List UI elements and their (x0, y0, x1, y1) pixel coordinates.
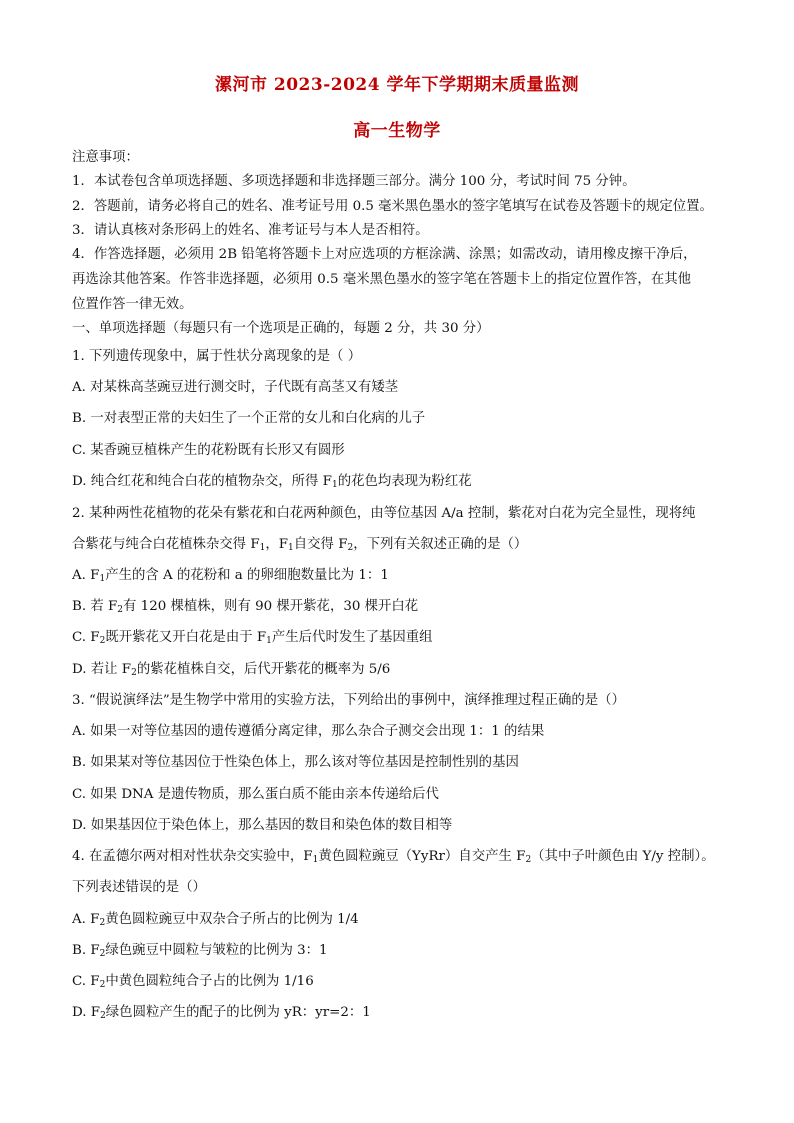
question-4-option-b: B. $F_2$绿色豌豆中圆粒与皱粒的比例为 3：1 (72, 943, 328, 959)
notice-item-2: 2．答题前，请务必将自己的姓名、准考证号用 0.5 毫米黑色墨水的签字笔填写在试卷及答题卡的规定位置。 (72, 199, 713, 214)
question-1-option-d: D. 纯合红花和纯合白花的植物杂交，所得 $F_1$的花色均表现为粉红花 (72, 474, 472, 490)
notice-item-4-line-2: 再选涂其他答案。作答非选择题，必须用 0.5 毫米黑色墨水的签字笔在答题卡上的指定位置作答，在其他 (72, 272, 691, 287)
question-2-option-a: A. $F_1$产生的含 A 的花粉和 a 的卵细胞数量比为 1：1 (72, 568, 389, 584)
notice-item-4-line-3: 位置作答一律无效。 (72, 297, 193, 312)
question-4-option-a: A. $F_2$黄色圆粒豌豆中双杂合子所占的比例为 1/4 (72, 912, 359, 928)
notice-item-1: 1．本试卷包含单项选择题、多项选择题和非选择题三部分。满分 100 分，考试时间 75 分钟。 (72, 174, 636, 189)
question-4-stem-line-1: 4. 在孟德尔两对相对性状杂交实验中，$F_1$黄色圆粒豌豆（YyRr）自交产生 $F_2$（其中子叶颜色由 Y/y 控制）。 (72, 849, 715, 865)
question-2-option-b: B. 若 $F_2$有 120 棵植株，则有 90 棵开紫花，30 棵开白花 (72, 599, 419, 615)
notice-heading: 注意事项： (72, 150, 139, 165)
question-4-stem-line-2: 下列表述错误的是（） (72, 880, 206, 895)
exam-subject: 高一生物学 (353, 121, 441, 141)
question-3-option-b: B. 如果某对等位基因位于性染色体上，那么该对等位基因是控制性别的基因 (72, 755, 519, 770)
question-4-option-c: C. $F_2$中黄色圆粒纯合子占的比例为 1/16 (72, 974, 314, 990)
question-1-option-a: A. 对某株高茎豌豆进行测交时，子代既有高茎又有矮茎 (72, 380, 399, 395)
question-2-option-c: C. $F_2$既开紫花又开白花是由于 $F_1$产生后代时发生了基因重组 (72, 630, 433, 646)
notice-item-4-line-1: 4．作答选择题，必须用 2B 铅笔将答题卡上对应选项的方框涂满、涂黑；如需改动，请用橡皮擦干净后， (72, 247, 697, 262)
question-3-option-d: D. 如果基因位于染色体上，那么基因的数目和染色体的数目相等 (72, 818, 453, 833)
notice-item-3: 3．请认真核对条形码上的姓名、准考证号与本人是否相符。 (72, 223, 429, 238)
question-3-option-c: C. 如果 DNA 是遗传物质，那么蛋白质不能由亲本传递给后代 (72, 787, 439, 802)
question-1-option-b: B. 一对表型正常的夫妇生了一个正常的女儿和白化病的儿子 (72, 411, 426, 426)
question-2-option-d: D. 若让 $F_2$的紫花植株自交，后代开紫花的概率为 5/6 (72, 662, 391, 678)
question-2-stem-line-2: 合紫花与纯合白花植株杂交得 $F_1$，$F_1$自交得 $F_2$，下列有关叙述正确的是（） (72, 537, 528, 553)
question-1-option-c: C. 某香豌豆植株产生的花粉既有长形又有圆形 (72, 443, 345, 458)
question-1-stem: 1. 下列遗传现象中，属于性状分离现象的是（ ） (72, 349, 362, 364)
question-2-stem-line-1: 2. 某种两性花植物的花朵有紫花和白花两种颜色，由等位基因 A/a 控制，紫花对白花为完全显性，现将纯 (72, 506, 696, 521)
exam-title: 漯河市 2023-2024 学年下学期期末质量监测 (214, 75, 580, 95)
section-heading: 一、单项选择题（每题只有一个选项是正确的，每题 2 分，共 30 分） (72, 321, 490, 336)
question-4-option-d: D. $F_2$绿色圆粒产生的配子的比例为 yR：yr=2：1 (72, 1005, 371, 1021)
question-3-stem: 3. “假说演绎法”是生物学中常用的实验方法，下列给出的事例中，演绎推理过程正确的是（） (72, 693, 625, 708)
question-3-option-a: A. 如果一对等位基因的遗传遵循分离定律，那么杂合子测交会出现 1：1 的结果 (72, 724, 545, 739)
